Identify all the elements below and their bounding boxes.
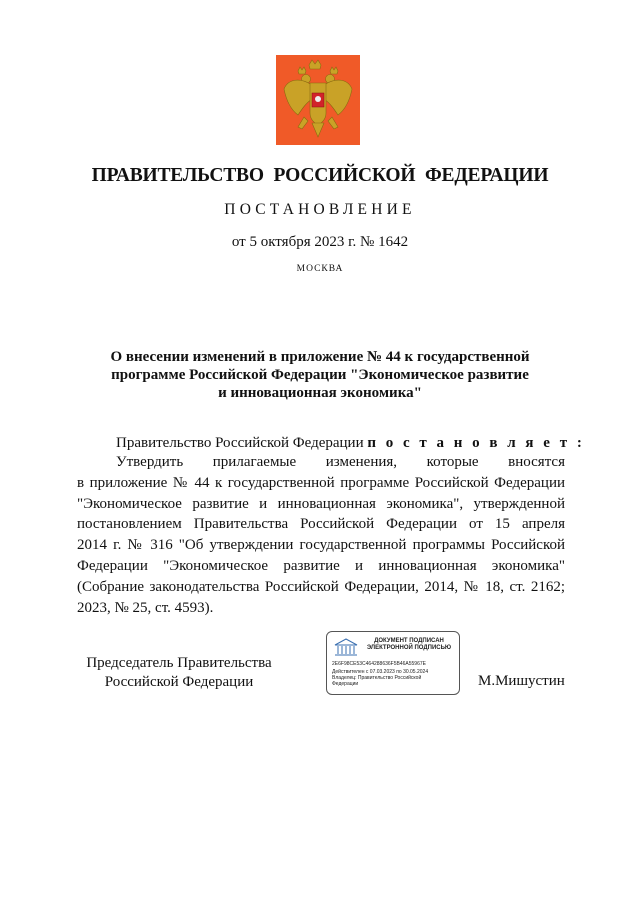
electronic-signature-stamp: [326, 631, 460, 695]
decree-date-number: от 5 октября 2023 г. № 1642: [231, 234, 409, 250]
resolves-word: п о с т а н о в л я е т :: [367, 435, 585, 451]
certificate-number: 2E6F98CE53C464288636F5B46A55967E: [332, 661, 426, 667]
certificate-owner: Федерации: [332, 681, 359, 687]
stamp-heading: [361, 638, 457, 652]
signatory-name: М.Мишустин: [478, 673, 565, 689]
stamp-heading-line: ДОКУМЕНТ ПОДПИСАН: [374, 638, 444, 644]
decree-label: ПОСТАНОВЛЕНИЕ: [224, 201, 416, 218]
certificate-owner: Владелец: Правительство Российской: [332, 675, 422, 681]
building-icon: [333, 637, 359, 657]
title-line: О внесении изменений в приложение № 44 к государственной: [110, 349, 530, 365]
body-line: Федерации "Экономическое развитие и инновационная экономика": [77, 557, 565, 574]
body-line: в приложение № 44 к государственной программе Российской Федерации: [77, 474, 565, 491]
body-line: "Экономическое развитие и инновационная экономика", утвержденной: [77, 495, 565, 512]
position-line: Российской Федерации: [104, 674, 254, 690]
decree-body: [77, 452, 565, 618]
intro-text: Правительство Российской Федерации: [116, 435, 368, 451]
body-line: (Собрание законодательства Российской Федерации, 2014, № 18, ст. 2162;: [77, 578, 565, 595]
stamp-heading-line: ЭЛЕКТРОННОЙ ПОДПИСЬЮ: [366, 645, 452, 651]
position-line: Председатель Правительства: [86, 655, 272, 671]
certificate-validity: Действителен с 07.03.2023 по 30.05.2024: [332, 669, 429, 675]
signatory-position: [77, 654, 281, 692]
decree-title: [96, 348, 544, 402]
body-line: Утвердить прилагаемые изменения, которые вносятся: [116, 454, 565, 470]
body-line: постановлением Правительства Российской Федерации от 15 апреля: [77, 516, 565, 533]
resolution-intro: [116, 435, 585, 452]
title-line: и инновационная экономика": [218, 385, 422, 401]
title-line: программе Российской Федерации "Экономическое развитие: [111, 367, 529, 383]
city-label: МОСКВА: [296, 264, 344, 274]
body-line: 2023, № 25, ст. 4593).: [77, 599, 214, 616]
government-heading: ПРАВИТЕЛЬСТВО РОССИЙСКОЙ ФЕДЕРАЦИИ: [91, 165, 549, 186]
body-line: 2014 г. № 316 "Об утверждении государственной программы Российской: [77, 537, 565, 554]
coat-of-arms-emblem: [276, 55, 360, 145]
